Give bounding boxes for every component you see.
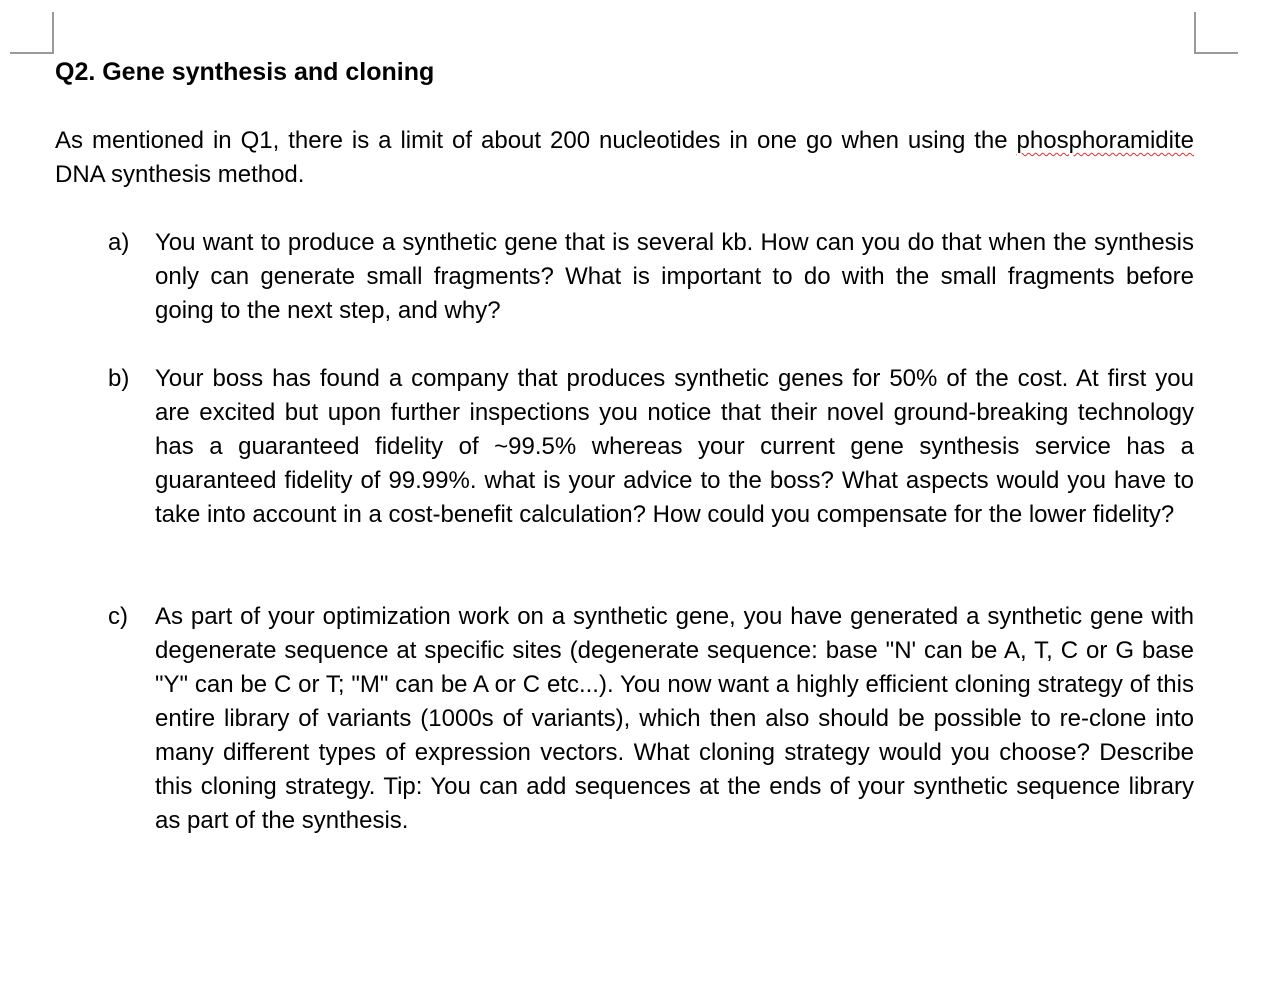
- list-marker: c): [108, 603, 128, 630]
- intro-text-start: As mentioned in Q1, there is a limit of about 200 nucleotides in one go when using the: [55, 127, 1017, 154]
- list-marker: b): [108, 365, 130, 392]
- sub-question-text: You want to produce a synthetic gene that is several kb. How can you do that when the synthesis only can generate small fragments? What is important to do with the small fragments before going to the next step, and why?: [155, 229, 1194, 324]
- list-marker: a): [108, 229, 130, 256]
- spellcheck-flagged-word[interactable]: phosphoramidite: [1016, 127, 1194, 154]
- intro-paragraph: [55, 124, 1194, 192]
- intro-text-end: DNA synthesis method.: [55, 161, 305, 188]
- top-right-margin-mark: [1194, 12, 1238, 54]
- sub-question-c: [108, 600, 1194, 838]
- question-heading: Q2. Gene synthesis and cloning: [55, 58, 435, 86]
- sub-question-a: [108, 226, 1194, 328]
- sub-question-text: Your boss has found a company that produces synthetic genes for 50% of the cost. At first you are excited but upon further inspections you notice that their novel ground-breaking technology has a guaranteed fidelity of ~99.5% whereas your current gene synthesis service has a guaranteed fidelity of 99.99%. what is your advice to the boss? What aspects would you have to take into account in a cost-benefit calculation? How could you compensate for the lower fidelity?: [155, 365, 1194, 528]
- sub-question-b: [108, 362, 1194, 532]
- sub-question-text: As part of your optimization work on a synthetic gene, you have generated a synthetic gene with degenerate sequence at specific sites (degenerate sequence: base "N' can be A, T, C or G base "Y" can be C or T; "M" can be A or C etc...). You now want a highly efficient cloning strategy of this entire library of variants (1000s of variants), which then also should be possible to re-clone into many different types of expression vectors. What cloning strategy would you choose? Describe this cloning strategy. Tip: You can add sequences at the ends of your synthetic sequence library as part of the synthesis.: [155, 603, 1194, 834]
- top-left-margin-mark: [10, 12, 54, 54]
